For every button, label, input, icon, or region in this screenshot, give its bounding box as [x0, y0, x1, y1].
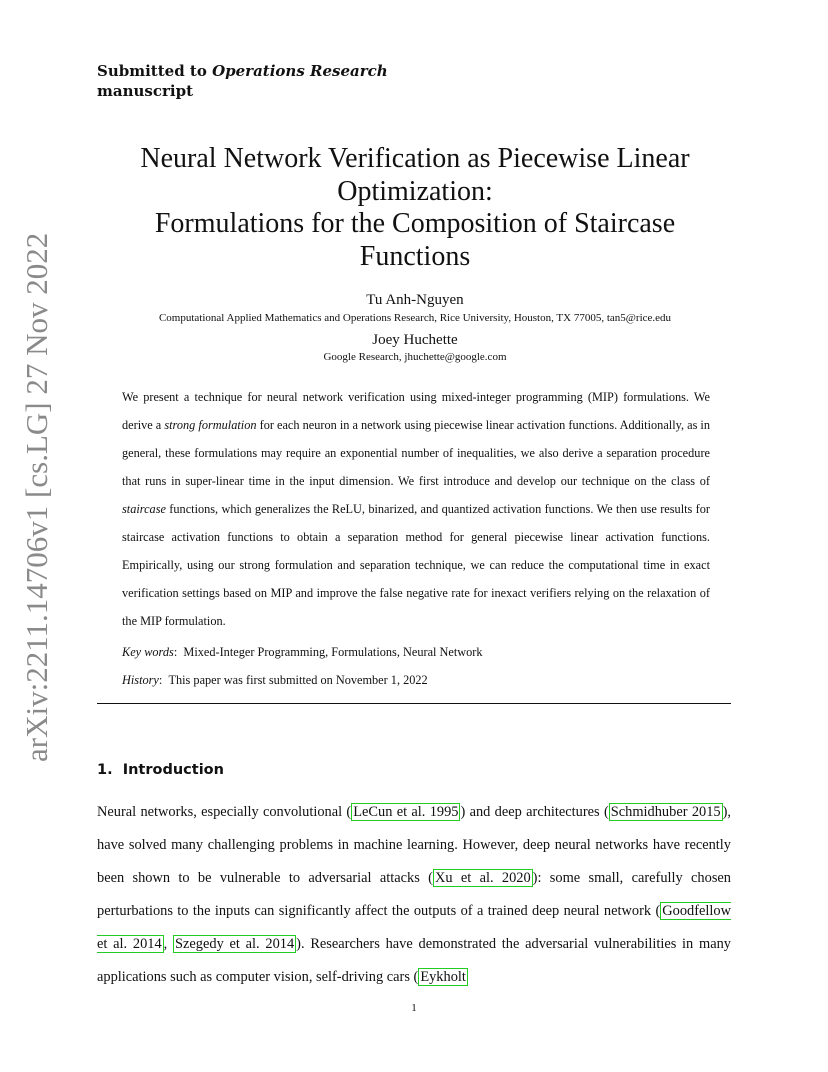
title-line: Formulations for the Composition of Staircase	[154, 208, 676, 239]
keywords: Key words: Mixed-Integer Programming, Formulations, Neural Network	[122, 645, 483, 659]
section-number: 1.	[97, 762, 113, 778]
history-label: History	[122, 673, 159, 687]
author-name: Tu Anh-Nguyen	[366, 292, 464, 308]
manuscript-label: manuscript	[97, 82, 193, 100]
abstract-text: for each neuron in a network using piecewise linear activation functions. Additionally, as in general, these formulations may require an exponential number of inequalities, we also derive a separation procedure that runs in super-linear time in the input dimension. We first introduce and develop our technique on the class of	[122, 418, 711, 488]
section-heading	[97, 762, 224, 778]
title-line: Neural Network Verification as Piecewise Linear	[140, 143, 690, 174]
paper-title	[100, 143, 730, 273]
body-text: ), have solved many challenging problems in machine learning. However, deep neural networks have recently been shown to be vulnerable to adversarial attacks (	[97, 804, 731, 886]
history-text: This paper was first submitted on November 1, 2022	[168, 673, 428, 687]
keywords-label: Key words	[122, 645, 174, 659]
citation-link[interactable]: Schmidhuber 2015	[610, 804, 721, 820]
author-affiliation: Google Research, jhuchette@google.com	[323, 351, 507, 363]
citation-link[interactable]: LeCun et al. 1995	[353, 804, 459, 820]
body-text: ). Researchers have demonstrated the adversarial vulnerabilities in many applications such as computer vision, self-driving cars (	[97, 936, 731, 985]
citation-link[interactable]: Xu et al. 2020	[434, 870, 531, 886]
author-name: Joey Huchette	[372, 332, 458, 348]
section-title: Introduction	[122, 762, 224, 778]
journal-name: Operations Research	[212, 62, 388, 80]
citation-link[interactable]: Goodfellow et al. 2014	[97, 903, 731, 952]
page-number: 1	[411, 1002, 417, 1014]
history: History: This paper was first submitted on November 1, 2022	[122, 673, 428, 687]
title-line: Functions	[359, 240, 471, 272]
divider	[97, 703, 731, 704]
citation-link[interactable]: Eykholt	[420, 969, 466, 985]
citation-link[interactable]: Szegedy et al. 2014	[175, 936, 295, 952]
author-affiliation: Computational Applied Mathematics and Operations Research, Rice University, Houston, TX 77005, tan5@rice.edu	[158, 312, 672, 324]
arxiv-stamp: arXiv:2211.14706v1 [cs.LG] 27 Nov 2022	[19, 232, 54, 762]
abstract-emphasis: strong formulation	[164, 418, 257, 432]
body-text: ): some small, carefully chosen perturbations to the inputs can significantly affect the outputs of a trained deep neural network (	[97, 870, 731, 919]
abstract-text: We present a technique for neural network verification using mixed-integer programming (MIP) formulations. We derive a	[122, 390, 710, 432]
body-text: Neural networks, especially convolutional (	[97, 804, 352, 820]
submitted-prefix: Submitted to	[97, 62, 207, 80]
intro-paragraph	[97, 796, 731, 994]
keywords-text: Mixed-Integer Programming, Formulations, Neural Network	[183, 645, 483, 659]
title-line: Optimization:	[337, 175, 493, 207]
abstract	[122, 383, 710, 635]
abstract-emphasis: staircase	[122, 502, 166, 516]
body-text: ) and deep architectures (	[460, 804, 609, 820]
body-text: ,	[163, 936, 174, 952]
journal-header	[97, 61, 388, 101]
abstract-text: functions, which generalizes the ReLU, binarized, and quantized activation functions. We then use results for staircase activation functions to obtain a separation method for general piecewise linear activation functions. Empirically, using our strong formulation and separation technique, we can reduce the computational time in exact verification settings based on MIP and improve the false negative rate for inexact verifiers relying on the relaxation of the MIP formulation.	[122, 502, 710, 628]
